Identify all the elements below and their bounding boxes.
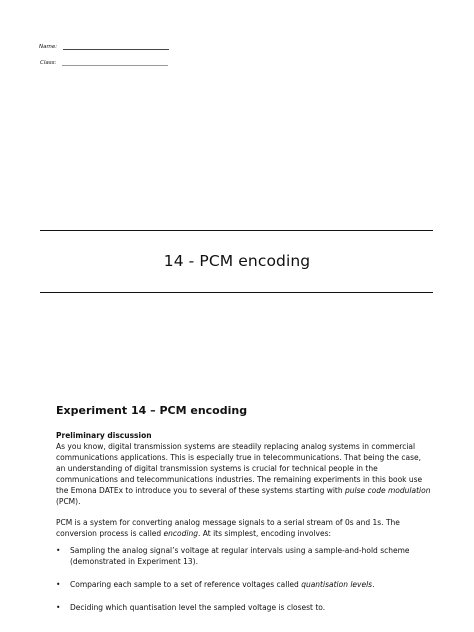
list-item-text: . [372,580,375,589]
paragraph-text: . At its simplest, encoding involves: [198,529,332,538]
class-field[interactable] [40,59,168,66]
title-rule-bottom [40,292,433,293]
bullet-glyph: • [56,603,61,612]
paragraph-text: (PCM). [56,497,81,506]
name-label: Name: [39,44,58,50]
emphasis-text: quantisation levels [301,580,373,589]
chapter-title: 14 - PCM encoding [163,252,311,270]
emphasis-text: pulse code modulation [345,486,431,495]
list-item-text: Sampling the analog signal’s voltage at regular intervals using a sample-and-hold scheme (demonstrated in Experiment 13). [70,546,410,566]
emphasis-text: encoding [163,529,198,538]
paragraph-text: PCM is a system for converting analog message signals to a serial stream of 0s and 1s. The conversion process is called [56,518,400,538]
list-item [56,579,432,590]
list-item-text: Comparing each sample to a set of reference voltages called [70,580,302,589]
paragraph-intro [56,441,432,507]
class-label: Class: [40,60,57,66]
encoding-steps-list [56,545,432,613]
paragraph-pcm [56,517,432,539]
experiment-content [56,404,432,625]
bullet-glyph: • [56,580,61,589]
title-rule-top [40,230,433,231]
list-item-text: Deciding which quantisation level the sampled voltage is closest to. [70,603,326,612]
list-item [56,602,432,613]
paragraph-text: As you know, digital transmission systems are steadily replacing analog systems in commercial communications applications. This is especially true in telecommunications. That being the case, an understanding of digital transmission systems is crucial for technical people in the communications and telecommunications industries. The remaining experiments in this book use the Emona DATEx to introduce you to several of these systems starting with [56,442,423,495]
class-blank-line[interactable] [62,59,168,66]
list-item [56,545,432,567]
experiment-title: Experiment 14 – PCM encoding [56,404,248,417]
bullet-glyph: • [56,546,61,555]
section-heading: Preliminary discussion [56,431,152,440]
name-blank-line[interactable] [63,43,169,50]
name-field[interactable] [39,43,169,50]
